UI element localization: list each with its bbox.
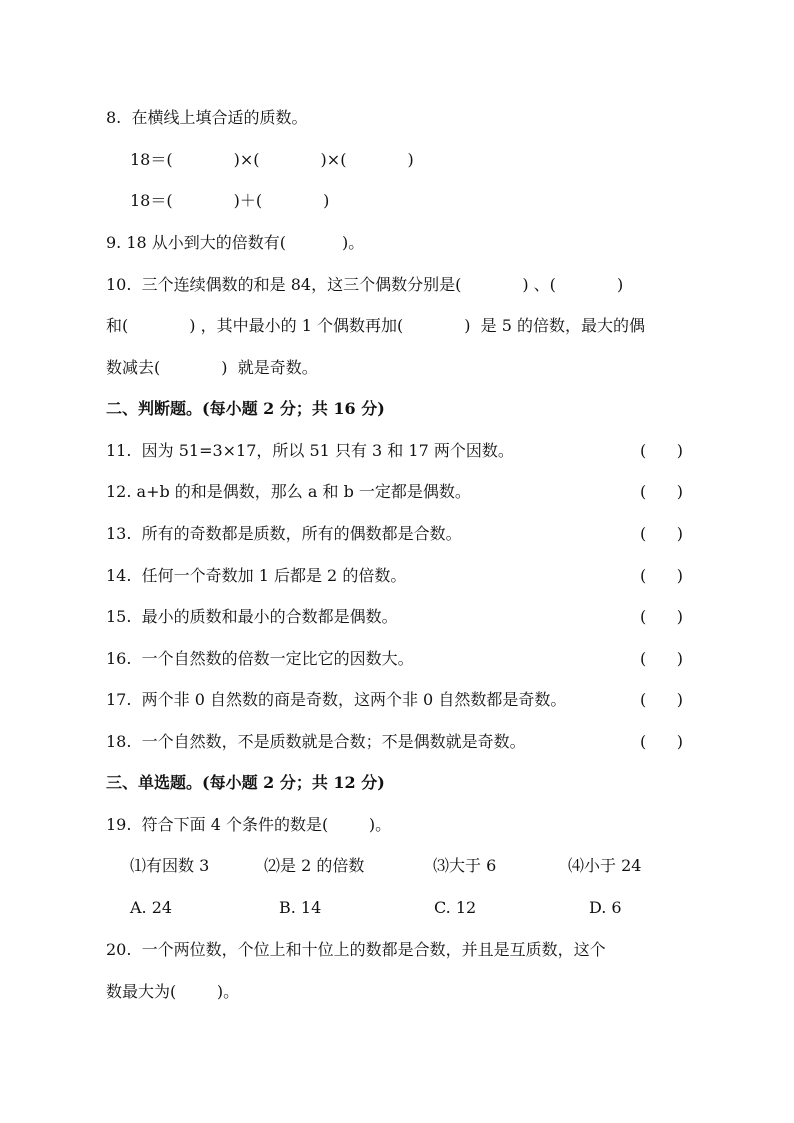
judge-item-13: 13. 所有的奇数都是质数，所有的偶数都是合数。 — [106, 524, 462, 543]
judge-item-16: 16. 一个自然数的倍数一定比它的因数大。 — [106, 649, 414, 668]
answer-paren-11: ( ) — [640, 441, 683, 460]
option-b: B. 14 — [279, 898, 322, 917]
condition-4: ⑷小于 24 — [568, 856, 642, 875]
answer-paren-12: ( ) — [640, 482, 683, 501]
question-8-line-1: 18＝( )×( )×( ) — [130, 150, 414, 169]
question-19: 19. 符合下面 4 个条件的数是( )。 — [106, 815, 392, 834]
option-c: C. 12 — [434, 898, 477, 917]
judge-item-11: 11. 因为 51=3×17，所以 51 只有 3 和 17 两个因数。 — [106, 441, 514, 460]
question-9: 9. 18 从小到大的倍数有( )。 — [106, 233, 365, 252]
answer-paren-13: ( ) — [640, 524, 683, 543]
judge-item-18: 18. 一个自然数，不是质数就是合数；不是偶数就是奇数。 — [106, 732, 526, 751]
judge-item-14: 14. 任何一个奇数加 1 后都是 2 的倍数。 — [106, 566, 407, 585]
answer-paren-14: ( ) — [640, 566, 683, 585]
answer-paren-15: ( ) — [640, 607, 683, 626]
question-8: 8. 在横线上填合适的质数。 — [106, 108, 308, 127]
answer-paren-17: ( ) — [640, 690, 683, 709]
question-10-line-3: 数减去( ) 就是奇数。 — [106, 358, 318, 377]
condition-1: ⑴有因数 3 — [130, 856, 210, 875]
section-2-heading: 二、判断题。(每小题 2 分；共 16 分) — [106, 399, 385, 418]
condition-3: ⑶大于 6 — [433, 856, 497, 875]
question-10-line-2: 和( ) ，其中最小的 1 个偶数再加( ) 是 5 的倍数，最大的偶 — [106, 316, 645, 335]
answer-paren-16: ( ) — [640, 649, 683, 668]
option-d: D. 6 — [589, 898, 622, 917]
judge-item-17: 17. 两个非 0 自然数的商是奇数，这两个非 0 自然数都是奇数。 — [106, 690, 567, 709]
section-3-heading: 三、单选题。(每小题 2 分；共 12 分) — [106, 773, 385, 792]
answer-paren-18: ( ) — [640, 732, 683, 751]
judge-item-15: 15. 最小的质数和最小的合数都是偶数。 — [106, 607, 398, 626]
condition-2: ⑵是 2 的倍数 — [264, 856, 365, 875]
question-20-line-2: 数最大为( )。 — [106, 982, 240, 1001]
question-20-line-1: 20. 一个两位数，个位上和十位上的数都是合数，并且是互质数，这个 — [106, 940, 606, 959]
question-8-line-2: 18＝( )＋( ) — [130, 191, 330, 210]
judge-item-12: 12. a+b 的和是偶数，那么 a 和 b 一定都是偶数。 — [106, 482, 471, 501]
question-10-line-1: 10. 三个连续偶数的和是 84，这三个偶数分别是( ) 、( ) — [106, 275, 624, 294]
option-a: A. 24 — [130, 898, 173, 917]
